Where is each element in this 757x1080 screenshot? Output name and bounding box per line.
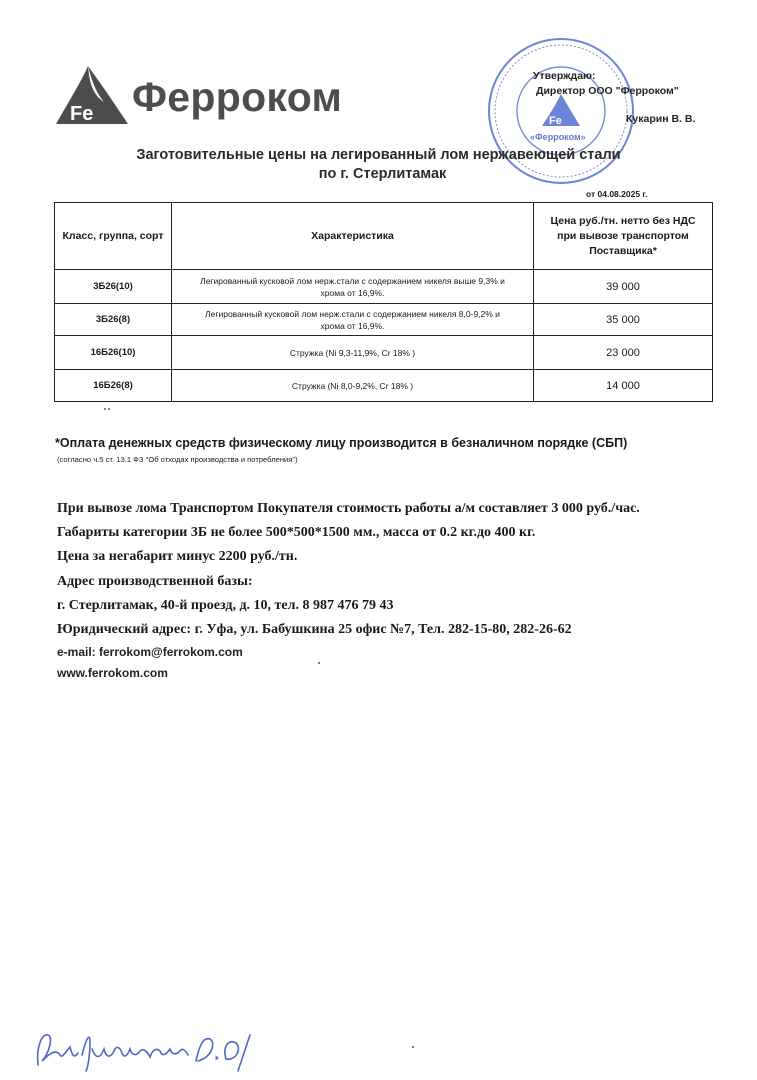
cell-characteristic <box>172 304 534 336</box>
production-base-address: г. Стерлитамак, 40-й проезд, д. 10, тел. 8 987 476 79 43 <box>57 598 394 613</box>
header-price-line2: при вывозе транспортом <box>557 229 689 242</box>
cell-class: 16Б26(8) <box>55 370 172 402</box>
header-price-line1: Цена руб./тн. нетто без НДС <box>550 214 696 227</box>
cell-characteristic <box>172 270 534 304</box>
transport-cost-line: При вывозе лома Транспортом Покупателя стоимость работы а/м составляет 3 000 руб./час. <box>57 501 640 516</box>
stamp-fe-text: Fe <box>549 115 562 127</box>
scan-speck <box>104 408 106 410</box>
scan-speck <box>108 408 110 410</box>
dimensions-line: Габариты категории 3Б не более 500*500*1500 мм., масса от 0.2 кг.до 400 кг. <box>57 525 536 540</box>
desc-line: Легированный кусковой лом нерж.стали с содержанием никеля выше 9,3% и <box>200 275 505 286</box>
cell-class: 3Б26(10) <box>55 270 172 304</box>
desc-line: Легированный кусковой лом нерж.стали с содержанием никеля 8,0-9,2% и <box>205 308 500 319</box>
header-characteristic: Характеристика <box>172 203 534 270</box>
logo-fe-text: Fe <box>70 103 94 125</box>
logo-brand-name: Ферроком <box>132 74 343 120</box>
approval-position: Директор ООО "Ферроком" <box>536 85 679 97</box>
cell-price: 14 000 <box>534 370 713 402</box>
cell-class: 3Б26(8) <box>55 304 172 336</box>
logo-mark-icon <box>56 66 128 125</box>
cell-price: 23 000 <box>534 336 713 370</box>
cell-class: 16Б26(10) <box>55 336 172 370</box>
table-row <box>55 304 713 336</box>
table-row <box>55 270 713 304</box>
website-link[interactable]: www.ferrokom.com <box>57 666 168 680</box>
header-price-line3: Поставщика* <box>589 244 657 257</box>
approval-label: Утверждаю: <box>533 70 596 82</box>
header-price <box>534 203 713 270</box>
legal-address: Юридический адрес: г. Уфа, ул. Бабушкина 25 офис №7, Тел. 282-15-80, 282-26-62 <box>57 622 572 637</box>
desc-line: хрома от 16,9%. <box>320 320 385 331</box>
table-row <box>55 370 713 402</box>
production-base-label: Адрес производственной базы: <box>57 574 253 589</box>
document-title-city: по г. Стерлитамак <box>318 166 447 182</box>
cell-price: 39 000 <box>534 270 713 304</box>
company-stamp <box>486 36 636 186</box>
handwritten-signature <box>30 1025 260 1075</box>
cell-characteristic <box>172 336 534 370</box>
price-table <box>54 202 713 402</box>
approval-name: Кукарин В. В. <box>626 113 696 125</box>
table-row <box>55 336 713 370</box>
table-header-row <box>55 203 713 270</box>
document-date: от 04.08.2025 г. <box>586 189 648 199</box>
desc-line: Стружка (Ni 8,0-9,2%, Cr 18% ) <box>291 380 414 391</box>
cell-characteristic <box>172 370 534 402</box>
scan-speck <box>318 662 320 664</box>
email-link[interactable]: e-mail: ferrokom@ferrokom.com <box>57 645 243 659</box>
desc-line: хрома от 16,9%. <box>320 287 385 298</box>
payment-footnote: *Оплата денежных средств физическому лицу производится в безналичном порядке (СБП) <box>55 436 628 450</box>
header-class: Класс, группа, сорт <box>55 203 172 270</box>
scan-speck <box>412 1046 414 1048</box>
desc-line: Стружка (Ni 9,3-11,9%, Cr 18% ) <box>289 347 416 358</box>
legal-reference: (согласно ч.5 ст. 13.1 ФЗ "Об отходах производства и потребления") <box>57 455 298 464</box>
stamp-company-name: «Ферроком» <box>530 132 586 142</box>
oversize-line: Цена за негабарит минус 2200 руб./тн. <box>57 549 298 564</box>
document-title: Заготовительные цены на легированный лом нержавеющей стали <box>136 147 621 163</box>
cell-price: 35 000 <box>534 304 713 336</box>
